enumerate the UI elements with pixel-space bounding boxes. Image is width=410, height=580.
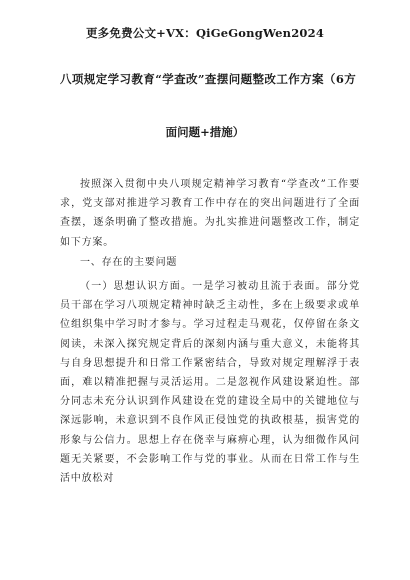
intro-paragraph: 按照深入贯彻中央八项规定精神学习教育“学查改”工作要求，党支部对推进学习教育工作中存在的突出问题进行了全面查摆，逐条明确了整改措施。为扎实推进问题整改工作，制定如下方案。 <box>60 179 360 248</box>
item1-paragraph: （一）思想认识方面。一是学习被动且流于表面。部分党员干部在学习八项规定精神时缺乏主动性，多在上级要求或单位组织集中学习时才参与。学习过程走马观花，仅停留在条文阅读，未深入探究规定背后的深刻内涵与重大意义，未能将其与自身思想提升和日常工作紧密结合，导致对规定理解浮于表面，难以精准把握与灵活运用。二是忽视作风建设紧迫性。部分同志未充分认识到作风建设在党的建设全局中的关键地位与深远影响，未意识到不良作风正侵蚀党的执政根基，损害党的形象与公信力。思想上存在侥幸与麻痹心理，认为细微作风问题无关紧要，不会影响工作与党的事业。从而在日常工作与生活中放松对 <box>60 281 360 485</box>
item1-paragraph-block <box>60 277 360 488</box>
section-heading-block <box>60 253 360 272</box>
document-title-line2: 面问题+措施） <box>165 125 245 139</box>
document-title-line1: 八项规定学习教育“学查改”查摆问题整改工作方案（6方 <box>60 72 357 86</box>
watermark-text: 更多免费公文+VX：QiGeGongWen2024 <box>85 26 325 40</box>
section-heading: 一、存在的主要问题 <box>80 257 178 268</box>
intro-paragraph-block <box>60 175 360 252</box>
